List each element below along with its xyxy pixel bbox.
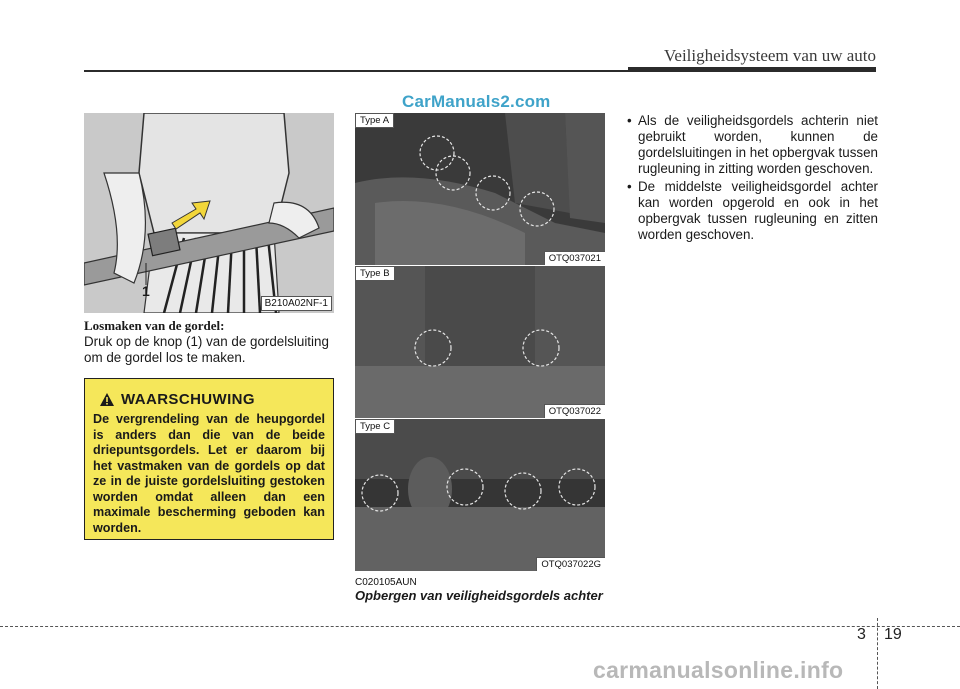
warning-title: WAARSCHUWING	[121, 391, 255, 408]
photo-code: OTQ037022G	[536, 557, 605, 571]
callout-number: 1	[142, 283, 150, 299]
chapter-number: 3	[857, 626, 866, 643]
reference-code: C020105AUN	[355, 577, 417, 588]
warning-header	[99, 391, 325, 408]
watermark-top[interactable]: CarManuals2.com	[402, 92, 551, 111]
photo-type-b	[355, 266, 605, 418]
photo-code: OTQ037021	[544, 251, 605, 265]
photo-type-a	[355, 113, 605, 265]
photo-type-label: Type C	[355, 419, 395, 434]
list-item: • Als de veiligheidsgordels achterin niet gebruikt worden, kunnen de gordelsluitingen in het opbergvak tussen rugleuning in zitting worden geschoven.	[626, 113, 878, 177]
warning-triangle-icon	[99, 392, 115, 407]
page-number: 19	[884, 626, 902, 643]
seatbelt-release-illustration	[84, 113, 334, 313]
watermark-bottom[interactable]: carmanualsonline.info	[593, 657, 844, 683]
footer-dashed-divider	[877, 618, 878, 689]
photo-type-label: Type A	[355, 113, 394, 128]
footer-dashed-rule	[0, 626, 960, 627]
release-heading: Losmaken van de gordel:	[84, 318, 225, 333]
warning-text: De vergrendeling van de heupgordel is anders dan die van de beide driepuntsgordels. Let er daarom bij het vastmaken van de gordels op dat ze in de juiste gordelsluiting gestoken worden omdat alleen dan een maximale bescherming geboden kan worden.	[93, 412, 325, 535]
photo-code: OTQ037022	[544, 404, 605, 418]
seat-photo-b-drawing	[355, 266, 605, 418]
figure-code: B210A02NF-1	[261, 296, 332, 311]
list-item: • De middelste veiligheidsgordel achter kan worden opgerold en ook in het opbergvak tussen rugleuning en zitten worden geschoven.	[626, 179, 878, 243]
photo-type-label: Type B	[355, 266, 395, 281]
header-rule-accent	[628, 67, 876, 72]
photo-type-c	[355, 419, 605, 571]
bullet-list	[626, 113, 878, 245]
page-header-title: Veiligheidsysteem van uw auto	[664, 46, 876, 65]
seatbelt-release-drawing	[84, 113, 334, 313]
photo-caption: Opbergen van veiligheidsgordels achter	[355, 588, 603, 603]
release-text: Druk op de knop (1) van de gordelsluiting om de gordel los te maken.	[84, 334, 329, 365]
warning-box	[84, 378, 334, 540]
seat-photo-c-drawing	[355, 419, 605, 571]
seat-photo-a-drawing	[355, 113, 605, 265]
